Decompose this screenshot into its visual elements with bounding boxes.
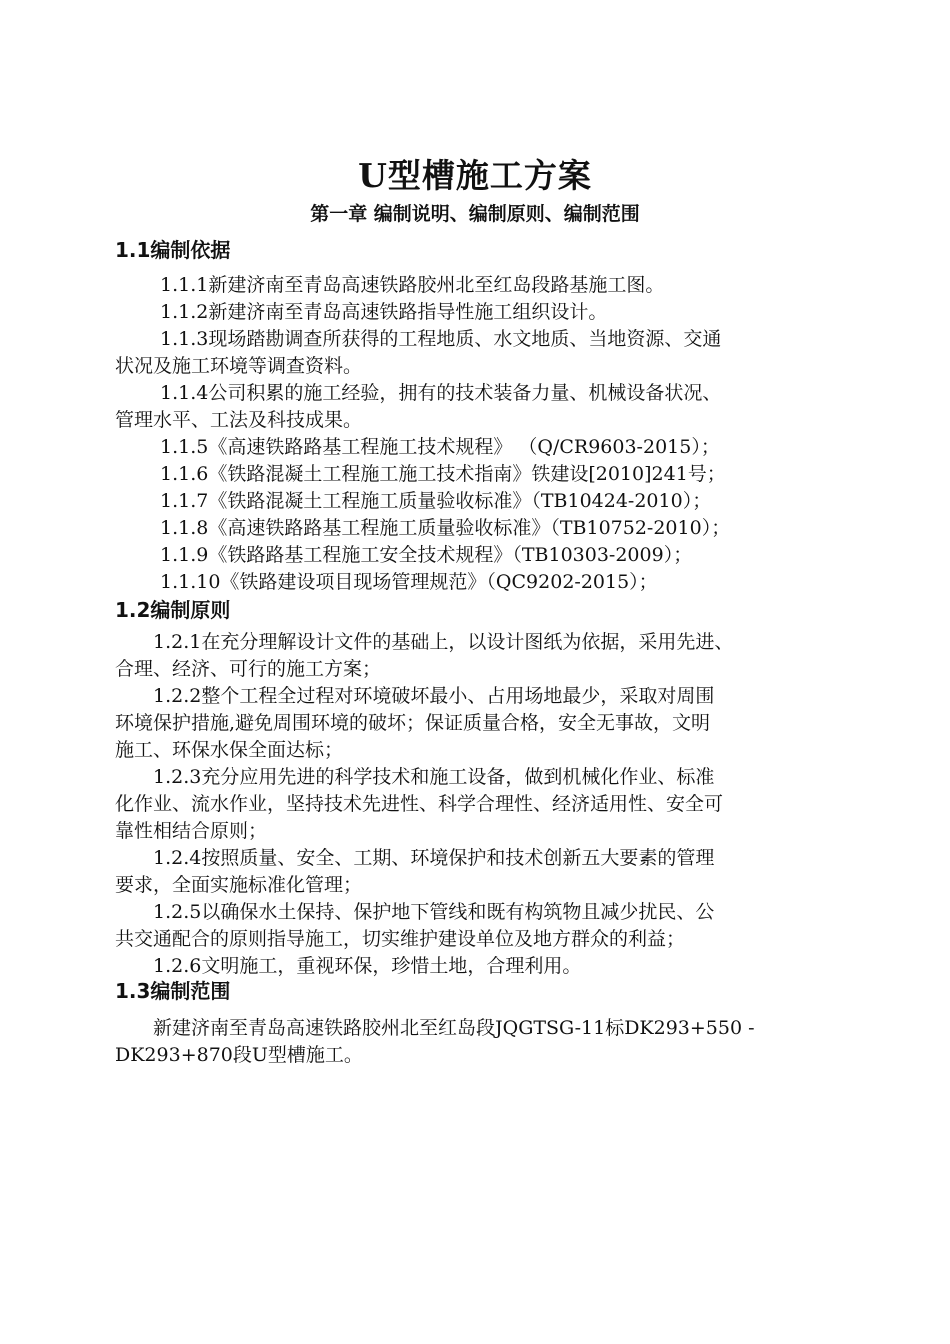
basis-item-3-line1: 1.1.3现场踏勘调查所获得的工程地质、水文地质、当地资源、交通 [160,328,722,350]
basis-item-8: 1.1.8《高速铁路路基工程施工质量验收标准》（TB10752-2010）； [160,517,731,539]
basis-item-7: 1.1.7《铁路混凝土工程施工质量验收标准》（TB10424-2010）； [160,490,712,512]
principle-6: 1.2.6文明施工，重视环保，珍惜土地，合理利用。 [153,955,582,977]
scope-line2: DK293+870段U型槽施工。 [115,1044,363,1066]
scope-line1: 新建济南至青岛高速铁路胶州北至红岛段JQGTSG-11标DK293+550 - [153,1017,755,1039]
principle-2-line2: 环境保护措施,避免周围环境的破坏；保证质量合格，安全无事故，文明 [115,712,711,734]
section-heading-1-2: 1.2编制原则 [115,598,231,622]
basis-item-9: 1.1.9《铁路路基工程施工安全技术规程》（TB10303-2009）； [160,544,693,566]
principle-1-line1: 1.2.1在充分理解设计文件的基础上，以设计图纸为依据，采用先进、 [153,631,734,653]
principle-4-line2: 要求，全面实施标准化管理； [115,874,363,896]
basis-item-5: 1.1.5《高速铁路路基工程施工技术规程》 （Q/CR9603-2015）； [160,436,720,458]
principle-4-line1: 1.2.4按照质量、安全、工期、环境保护和技术创新五大要素的管理 [153,847,715,869]
chapter-title: 第一章 编制说明、编制原则、编制范围 [310,203,640,225]
document-title: U型槽施工方案 [358,156,592,195]
section-heading-1-1: 1.1编制依据 [115,238,231,262]
basis-item-2: 1.1.2新建济南至青岛高速铁路指导性施工组织设计。 [160,301,608,323]
principle-5-line2: 共交通配合的原则指导施工，切实维护建设单位及地方群众的利益； [115,928,686,950]
principle-3-line3: 靠性相结合原则； [115,820,268,842]
basis-item-6: 1.1.6《铁路混凝土工程施工施工技术指南》铁建设[2010]241号； [160,463,726,485]
principle-2-line1: 1.2.2整个工程全过程对环境破坏最小、占用场地最少，采取对周围 [153,685,715,707]
section-heading-1-3: 1.3编制范围 [115,979,231,1003]
basis-item-3-line2: 状况及施工环境等调查资料。 [115,355,363,377]
principle-2-line3: 施工、环保水保全面达标； [115,739,344,761]
principle-3-line1: 1.2.3充分应用先进的科学技术和施工设备，做到机械化作业、标准 [153,766,715,788]
principle-3-line2: 化作业、流水作业，坚持技术先进性、科学合理性、经济适用性、安全可 [115,793,724,815]
basis-item-4-line1: 1.1.4公司积累的施工经验，拥有的技术装备力量、机械设备状况、 [160,382,722,404]
principle-5-line1: 1.2.5以确保水土保持、保护地下管线和既有构筑物且减少扰民、公 [153,901,715,923]
basis-item-10: 1.1.10《铁路建设项目现场管理规范》（QC9202-2015）； [160,571,658,593]
basis-item-4-line2: 管理水平、工法及科技成果。 [115,409,363,431]
basis-item-1: 1.1.1新建济南至青岛高速铁路胶州北至红岛段路基施工图。 [160,274,665,296]
principle-1-line2: 合理、经济、可行的施工方案； [115,658,382,680]
